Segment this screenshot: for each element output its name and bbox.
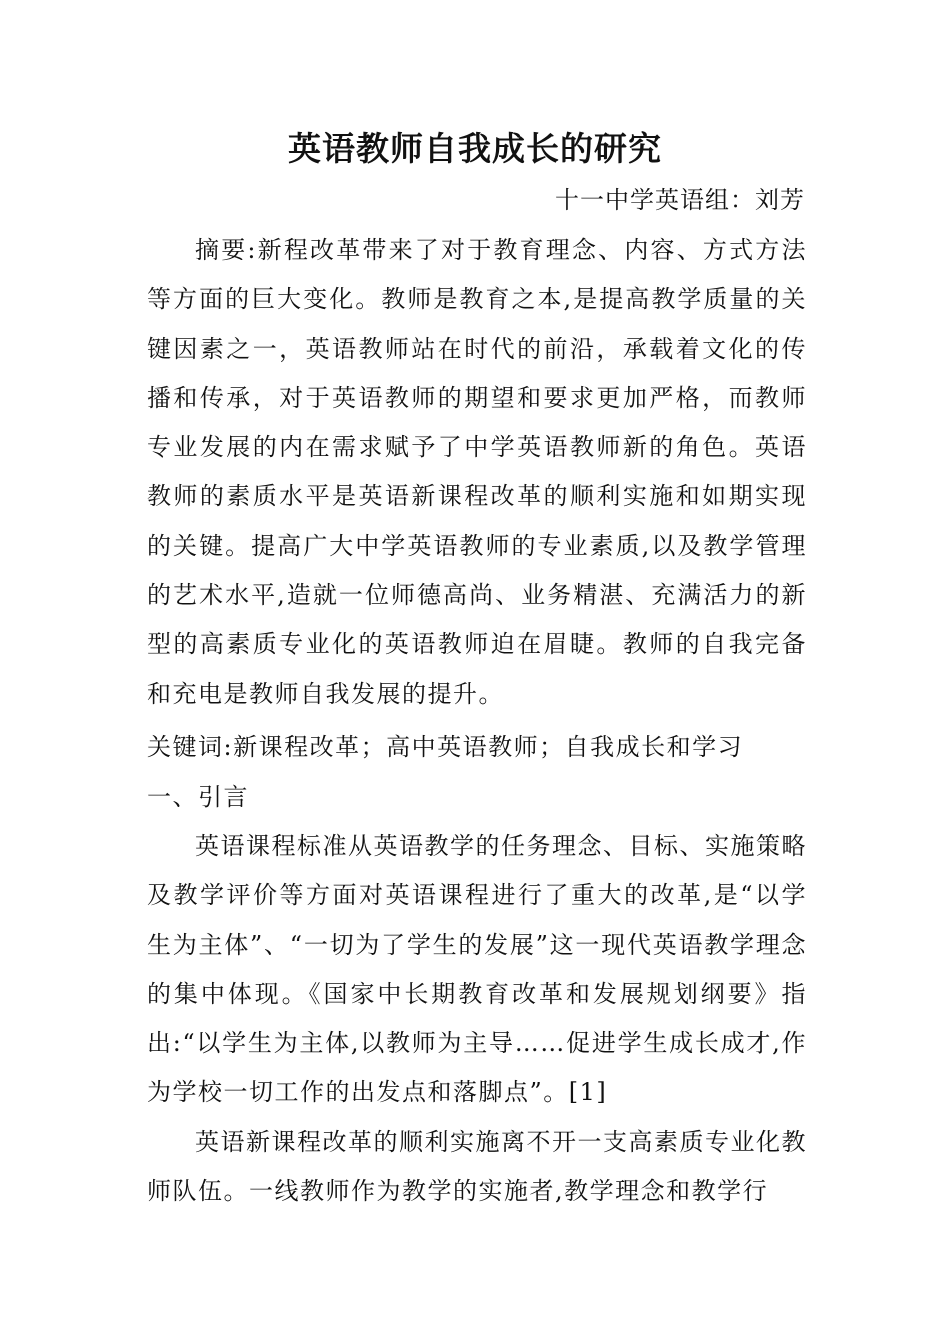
section-heading: 一、引言 (147, 783, 249, 811)
paragraph-block-1 (147, 822, 807, 1118)
body-paragraph-1: 英语课程标准从英语教学的任务理念、目标、实施策略及教学评价等方面对英语课程进行了重大的改革,是“以学生为主体”、“一切为了学生的发展”这一现代英语教学理念的集中体现。《国家中长期教育改革和发展规划纲要》指出:“以学生为主体,以教师为主导……促进学生成长成才,作为学校一切工作的出发点和落脚点”。[1] (147, 832, 807, 1107)
keywords-block (147, 723, 807, 772)
body-paragraph-2: 英语新课程改革的顺利实施离不开一支高素质专业化教师队伍。一线教师作为教学的实施者,教学理念和教学行 (147, 1128, 807, 1206)
keywords-line: 关键词:新课程改革；高中英语教师；自我成长和学习 (147, 733, 744, 761)
author-line: 十一中学英语组：刘芳 (555, 186, 805, 214)
paragraph-block-2 (147, 1118, 807, 1217)
section-heading-block (147, 773, 807, 822)
document-title: 英语教师自我成长的研究 (288, 129, 662, 168)
abstract-paragraph: 摘要:新程改革带来了对于教育理念、内容、方式方法等方面的巨大变化。教师是教育之本,是提高教学质量的关键因素之一，英语教师站在时代的前沿，承载着文化的传播和传承，对于英语教师的期望和要求更加严格，而教师专业发展的内在需求赋予了中学英语教师新的角色。英语教师的素质水平是英语新课程改革的顺利实施和如期实现的关键。提高广大中学英语教师的专业素质,以及教学管理的艺术水平,造就一位师德高尚、业务精湛、充满活力的新型的高素质专业化的英语教师迫在眉睫。教师的自我完备和充电是教师自我发展的提升。 (147, 236, 807, 708)
abstract-block (147, 226, 807, 719)
